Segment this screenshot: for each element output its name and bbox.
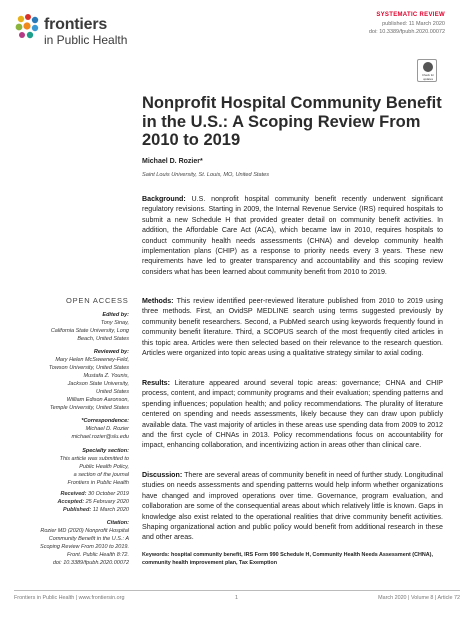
section-text: U.S. nonprofit hospital community benefit recently underwent significant regulatory revisions. Starting in 2009, the Internal Revenue Service (IRS) required hospitals to submit a new Schedule H that provided greater detail on community benefit activities. In addition, the Affordable Care Act (ACA), which became law in 2010, requires hospitals to conduct community health needs assessments (CHNA) and develop community health implementation plans (CHIP) as a response to priority needs every 3 years. These new requirements have led to greater transparency and accountability and this scoping review considers what has been learned about community benefit from 2010 to 2019. xyxy=(142,195,443,276)
section-heading: Discussion: xyxy=(142,471,183,479)
page-number: 1 xyxy=(235,595,238,601)
reviewer-line: United States xyxy=(95,389,129,395)
section-line: This article was submitted to xyxy=(59,456,129,462)
section-heading: Methods: xyxy=(142,297,174,305)
reviewer-line: Temple University, United States xyxy=(49,405,129,411)
check-for-updates-button[interactable] xyxy=(417,59,437,82)
citation xyxy=(29,519,129,567)
section-heading: Background: xyxy=(142,195,186,203)
abstract-methods xyxy=(142,296,443,358)
citation-doi[interactable]: doi: 10.3389/fpubh.2020.00072 xyxy=(52,560,129,566)
abstract-results xyxy=(142,378,443,451)
footer-issue-info: March 2020 | Volume 8 | Article 72 xyxy=(378,595,460,601)
correspondence xyxy=(29,417,129,441)
published-date-side xyxy=(29,506,129,514)
correspondence-name: Michael D. Rozier xyxy=(85,426,129,432)
reviewer-line: Jackson State University, xyxy=(67,381,129,387)
edited-by-label: Edited by: xyxy=(102,312,129,318)
accepted-value: 25 February 2020 xyxy=(85,499,129,505)
correspondence-label: *Correspondence: xyxy=(81,418,129,424)
section-heading: Results: xyxy=(142,379,170,387)
section-text: There are several areas of community benefit in need of further study. Longitudinal studies on needs assessments and spending patterns would help inform whether organizations have changed and improved operations over time. Governance, program evaluation, and collaboration are some of the consequential areas about which relatively little is known. Gaps in knowledge also exist related to the operational realities that drive community benefit activities. Shaping organizational action and public policy would benefit from additional research in these and other areas. xyxy=(142,471,443,542)
citation-line: Community Benefit in the U.S.: A xyxy=(48,536,129,542)
editor-line: California State University, Long xyxy=(50,328,129,334)
section-text: This review identified peer-reviewed literature published from 2010 to 2019 using three methods. First, an OvidSP MEDLINE search using terms suggested previously by community benefit researchers. Second, a PubMed search using keywords frequently found in community benefit literature. Third, a SCOPUS search of the most frequently cited articles in this topic area. Articles were then selected based on their relevance to the research question. Articles were organized into topic areas using a qualitative strategy similar to axial coding. xyxy=(142,297,444,358)
specialty-section-label: Specialty section: xyxy=(82,448,129,454)
section-line: Frontiers in Public Health xyxy=(67,480,129,486)
article-title: Nonprofit Hospital Community Benefit in the U.S.: A Scoping Review From 2010 to 2019 xyxy=(142,94,442,149)
page-footer xyxy=(14,590,460,602)
abstract-background xyxy=(142,194,443,277)
received-value: 30 October 2019 xyxy=(88,491,129,497)
reviewer-line: Towson University, United States xyxy=(48,365,129,371)
editor-line[interactable]: Tony Sinay, xyxy=(100,320,129,326)
author-name[interactable]: Michael D. Rozier* xyxy=(142,158,203,165)
published-label: Published: xyxy=(63,507,92,513)
section-line: Public Health Policy, xyxy=(79,464,129,470)
author-affiliation: Saint Louis University, St. Louis, MO, United States xyxy=(142,172,270,178)
received-label: Received: xyxy=(60,491,87,497)
editor-line: Beach, United States xyxy=(77,336,129,342)
citation-label: Citation: xyxy=(106,520,129,526)
section-text: Literature appeared around several topic areas: governance; CHNA and CHIP process, content, and impact; community programs and their evaluation; spending patterns and spending influences; population health; and policy recommendations. The plurality of literature centered on spending and needs assessments, likely because they can draw upon publicly available data. The vast majority of articles in these areas use spending data from 2009 to 2012 and the first cycle of CHNAs in 2013. Policy recommendations focus on accountability for impact, enhancing collaboration, and incentivizing action in areas other than clinical care. xyxy=(142,379,443,450)
edited-by xyxy=(29,311,129,343)
published-value: 11 March 2020 xyxy=(92,507,129,513)
reviewer-line[interactable]: Mary Helen McSweeney-Feld, xyxy=(55,357,129,363)
check-updates-label-2: updates xyxy=(423,76,433,81)
logo-journal-name: in Public Health xyxy=(44,33,128,47)
accepted-label: Accepted: xyxy=(57,499,85,505)
reviewed-by xyxy=(29,348,129,412)
logo-wordmark: frontiers xyxy=(44,16,108,33)
section-line: a section of the journal xyxy=(73,472,129,478)
reviewer-line[interactable]: Mustafa Z. Younis, xyxy=(83,373,129,379)
reviewed-by-label: Reviewed by: xyxy=(93,349,129,355)
journal-logo xyxy=(13,11,163,51)
accepted-date xyxy=(29,498,129,506)
article-dates xyxy=(29,490,129,514)
reviewer-line[interactable]: William Edison Aaronson, xyxy=(66,397,129,403)
citation-line: Rozier MD (2020) Nonprofit Hospital xyxy=(40,528,129,534)
article-type: SYSTEMATIC REVIEW xyxy=(376,12,445,18)
check-updates-icon xyxy=(423,62,433,72)
keywords: Keywords: hospital community benefit, IRS Form 990 Schedule H, Community Health Needs Assessment (CHNA), community health improvement plan, Tax Exemption xyxy=(142,552,433,566)
open-access-label: OPEN ACCESS xyxy=(66,296,129,305)
published-date: published: 11 March 2020 xyxy=(382,21,445,27)
correspondence-email[interactable]: michael.rozier@slu.edu xyxy=(71,434,129,440)
received-date xyxy=(29,490,129,498)
abstract-discussion xyxy=(142,470,443,543)
citation-line: Scoping Review From 2010 to 2019. xyxy=(40,544,129,550)
doi[interactable]: doi: 10.3389/fpubh.2020.00072 xyxy=(368,29,445,35)
footer-journal-link[interactable]: Frontiers in Public Health | www.frontiersin.org xyxy=(14,595,125,601)
check-updates-label-1: Check for xyxy=(422,73,434,77)
frontiers-logo-icon xyxy=(13,13,43,41)
specialty-section xyxy=(29,447,129,487)
citation-line: Front. Public Health 8:72. xyxy=(66,552,129,558)
